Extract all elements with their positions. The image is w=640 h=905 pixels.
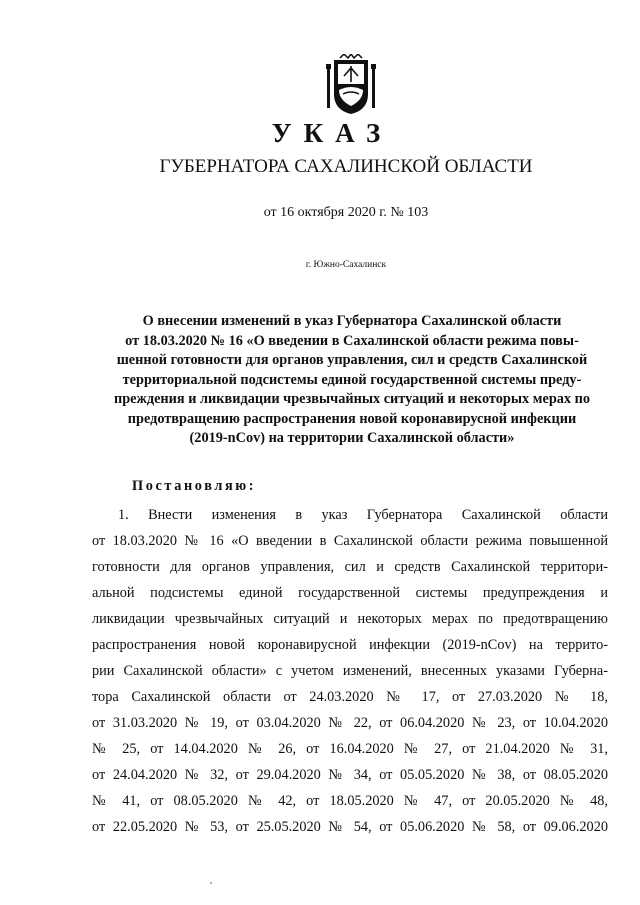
body-line: ликвидации чрезвычайных ситуаций и некоторых мерах по предотвращению bbox=[92, 611, 608, 627]
body-line: готовности для органов управления, сил и средств Сахалинской территори- bbox=[92, 559, 608, 575]
heading-line: предотвращению распространения новой коронавирусной инфекции bbox=[127, 410, 577, 427]
body-line: альной подсистемы единой государственной системы предупреждения и bbox=[92, 585, 608, 601]
body-line: от 24.04.2020 № 32, от 29.04.2020 № 34, от 05.05.2020 № 38, от 08.05.2020 bbox=[92, 767, 608, 783]
body-line: тора Сахалинской области от 24.03.2020 № 17, от 27.03.2020 № 18, bbox=[92, 689, 608, 705]
heading-line: от 18.03.2020 № 16 «О введении в Сахалинской области режима повы- bbox=[125, 332, 579, 349]
body-line: рии Сахалинской области» с учетом изменений, внесенных указами Губерна- bbox=[92, 663, 608, 679]
document-city: г. Южно-Сахалинск bbox=[305, 260, 387, 270]
document-subtitle: ГУБЕРНАТОРА САХАЛИНСКОЙ ОБЛАСТИ bbox=[159, 156, 533, 177]
heading-line: территориальной подсистемы единой государственной системы преду- bbox=[122, 371, 582, 388]
decree-body bbox=[92, 502, 608, 840]
resolution-keyword: Постановляю: bbox=[132, 478, 257, 494]
sakhalin-coat-of-arms-icon bbox=[326, 54, 376, 116]
heading-line: О внесении изменений в указ Губернатора Сахалинской области bbox=[142, 313, 562, 329]
body-line: № 25, от 14.04.2020 № 26, от 16.04.2020 № 27, от 21.04.2020 № 31, bbox=[92, 741, 608, 757]
document-date: от 16 октября 2020 г. № 103 bbox=[263, 205, 429, 220]
scan-speck bbox=[210, 882, 212, 884]
body-line: распространения новой коронавирусной инфекции (2019-nCov) на террито- bbox=[92, 637, 608, 653]
heading-line: шенной готовности для органов управления, сил и средств Сахалинской bbox=[116, 352, 588, 368]
document-title: УКАЗ bbox=[271, 118, 393, 148]
body-line: от 31.03.2020 № 19, от 03.04.2020 № 22, от 06.04.2020 № 23, от 10.04.2020 bbox=[92, 715, 608, 731]
body-line: № 41, от 08.05.2020 № 42, от 18.05.2020 № 47, от 20.05.2020 № 48, bbox=[92, 793, 608, 809]
decree-heading bbox=[96, 312, 608, 449]
heading-line: (2019-nCov) на территории Сахалинской области» bbox=[189, 430, 515, 446]
body-line: от 18.03.2020 № 16 «О введении в Сахалинской области режима повышенной bbox=[92, 533, 608, 549]
body-line: от 22.05.2020 № 53, от 25.05.2020 № 54, от 05.06.2020 № 58, от 09.06.2020 bbox=[92, 819, 608, 835]
body-line: 1. Внести изменения в указ Губернатора Сахалинской области bbox=[118, 507, 608, 523]
heading-line: преждения и ликвидации чрезвычайных ситуаций и некоторых мерах по bbox=[113, 391, 591, 407]
